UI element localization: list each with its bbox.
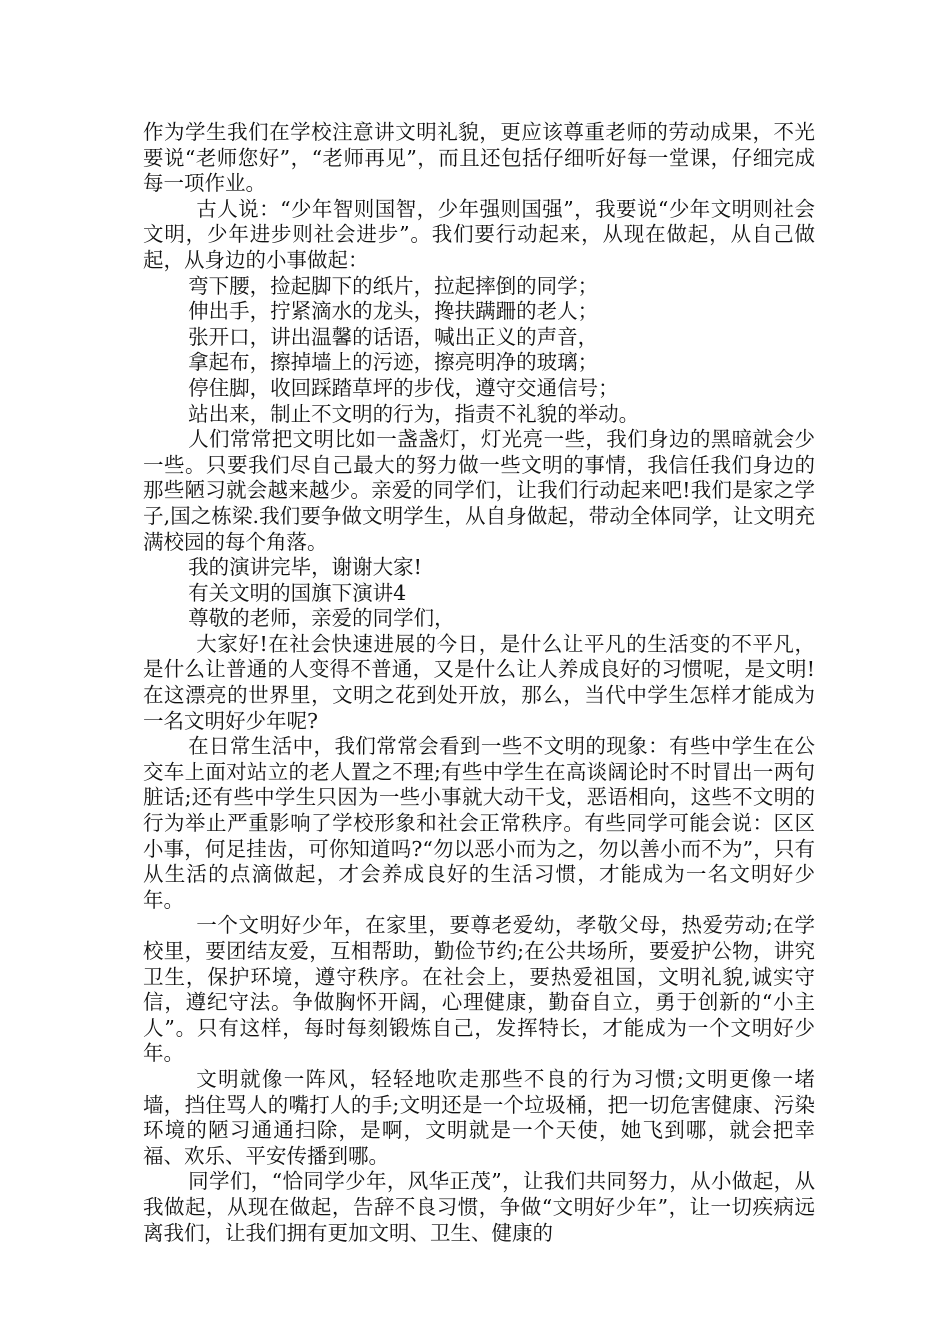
salutation: 尊敬的老师，亲爱的同学们， <box>188 606 455 631</box>
paragraph-16: 文明就像一阵风，轻轻地吹走那些不良的行为习惯;文明更像一堵墙，挡住骂人的嘴打人的手;文明还是一个垃圾桶，把一切危害健康、污染环境的陋习通通扫除，是啊，文明就是一个天使，她飞到哪，就会把幸福、欢乐、平安传播到哪。 <box>143 1066 815 1168</box>
list-item: 停住脚，收回踩踏草坪的步伐，遵守交通信号； <box>188 375 619 400</box>
paragraph-17: 同学们，“恰同学少年，风华正茂”，让我们共同努力，从小做起，从我做起，从现在做起，告辞不良习惯，争做“文明好少年”，让一切疾病远离我们，让我们拥有更加文明、卫生、健康的 <box>143 1169 815 1245</box>
closing-line: 我的演讲完毕，谢谢大家! <box>188 555 422 580</box>
paragraph-9: 人们常常把文明比如一盏盏灯，灯光亮一些，我们身边的黑暗就会少一些。只要我们尽自己最大的努力做一些文明的事情，我信任我们身边的那些陋习就会越来越少。亲爱的同学们，让我们行动起来吧!我们是家之学子,国之栋梁.我们要争做文明学生，从自身做起，带动全体同学，让文明充满校园的每个角落。 <box>143 427 815 554</box>
list-item: 伸出手，拧紧滴水的龙头，搀扶蹒跚的老人； <box>188 299 599 324</box>
document-page <box>143 120 815 1246</box>
paragraph-13: 大家好!在社会快速进展的今日，是什么让平凡的生活变的不平凡，是什么让普通的人变得不普通，又是什么让人养成良好的习惯呢，是文明!在这漂亮的世界里，文明之花到处开放，那么，当代中学生怎样才能成为一名文明好少年呢? <box>143 631 815 733</box>
list-item: 拿起布，擦掉墙上的污迹，擦亮明净的玻璃； <box>188 350 599 375</box>
paragraph-15: 一个文明好少年，在家里，要尊老爱幼，孝敬父母，热爱劳动;在学校里，要团结友爱，互相帮助，勤俭节约;在公共场所，要爱护公物，讲究卫生，保护环境，遵守秩序。在社会上，要热爱祖国，文明礼貌,诚实守信，遵纪守法。争做胸怀开阔，心理健康，勤奋自立，勇于创新的“小主人”。只有这样，每时每刻锻炼自己，发挥特长，才能成为一个文明好少年。 <box>143 913 815 1066</box>
paragraph-2: 古人说：“少年智则国智，少年强则国强”，我要说“少年文明则社会文明，少年进步则社会进步”。我们要行动起来，从现在做起，从自己做起，从身边的小事做起： <box>143 196 815 272</box>
list-item: 站出来，制止不文明的行为，指责不礼貌的举动。 <box>188 401 640 426</box>
paragraph-14: 在日常生活中，我们常常会看到一些不文明的现象：有些中学生在公交车上面对站立的老人置之不理;有些中学生在高谈阔论时不时冒出一两句脏话;还有些中学生只因为一些小事就大动干戈，恶语相向，这些不文明的行为举止严重影响了学校形象和社会正常秩序。有些同学可能会说：区区小事，何足挂齿，可你知道吗?“勿以恶小而为之，勿以善小而不为”，只有从生活的点滴做起，才会养成良好的生活习惯，才能成为一名文明好少年。 <box>143 734 815 912</box>
list-item: 张开口，讲出温馨的话语，喊出正义的声音， <box>188 324 599 349</box>
paragraph-1: 作为学生我们在学校注意讲文明礼貌，更应该尊重老师的劳动成果，不光要说“老师您好”，“老师再见”，而且还包括仔细听好每一堂课，仔细完成每一项作业。 <box>143 120 815 196</box>
list-item: 弯下腰，捡起脚下的纸片，拉起摔倒的同学； <box>188 273 599 298</box>
section-title: 有关文明的国旗下演讲4 <box>188 580 407 605</box>
